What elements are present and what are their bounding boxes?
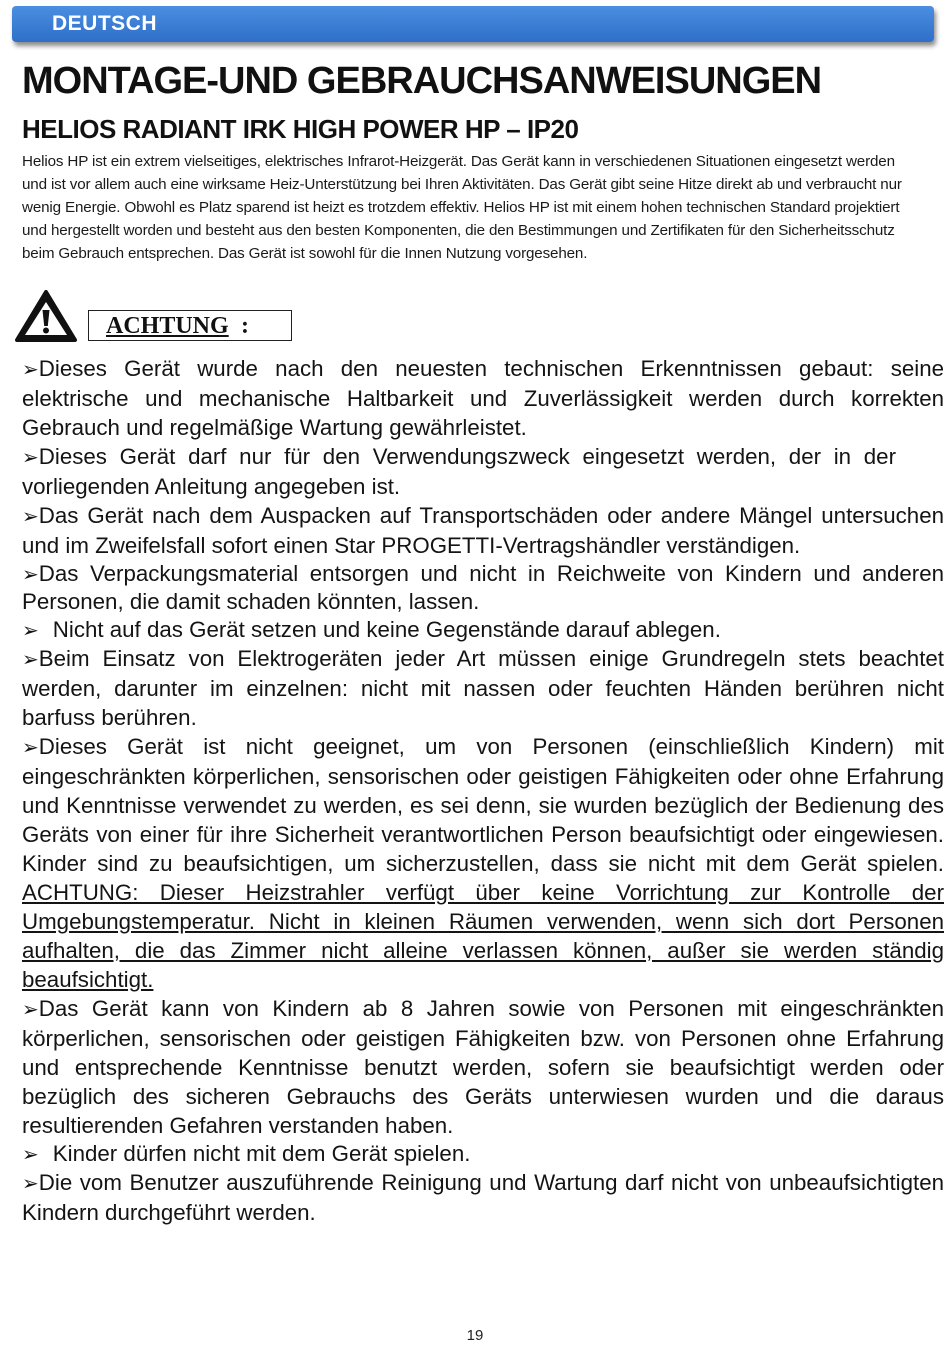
language-label: DEUTSCH [52, 12, 158, 35]
bullet-item: ➢Dieses Gerät darf nur für den Verwendungszweck eingesetzt werden, der in dervorliegenden Anleitung angegeben ist. [22, 444, 896, 499]
document-title: MONTAGE-UND GEBRAUCHSANWEISUNGEN [22, 60, 822, 102]
bullet-item: ➢Dieses Gerät ist nicht geeignet, um von Personen (einschließlich Kindern) mit eingeschränkten körperlichen, sensorischen oder geistigen Fähigkeiten oder ohne Erfahrung und Kenntnisse verwendet zu werden, es sei denn, sie wurden bezüglich der Bedienung des Geräts von einer für ihre Sicherheit verantwortlichen Person beaufsichtigt oder eingewiesen. Kinder sind zu beaufsichtigen, um sicherzustellen, dass sie nicht mit dem Gerät spielen. ACHTUNG: Dieser Heizstrahler verfügt über keine Vorrichtung zur Kontrolle der Umgebungstemperatur. Nicht in kleinen Räumen verwenden, wenn sich dort Personen aufhalten, die das Zimmer nicht alleine verlassen können, außer sie werden ständig beaufsichtigt. [22, 734, 944, 992]
bullet-item: ➢Das Gerät kann von Kindern ab 8 Jahren sowie von Personen mit eingeschränkten körperlichen, sensorischen oder geistigen Fähigkeiten bzw. von Personen ohne Erfahrung und entsprechende Kenntnisse benutzt werden, sofern sie beaufsichtigt werden oder bezüglich des sicheren Gebrauchs des Geräts unterwiesen wurden und die daraus resultierenden Gefahren verstanden haben. [22, 996, 944, 1138]
document-subtitle: HELIOS RADIANT IRK HIGH POWER HP – IP20 [22, 114, 579, 144]
arrow-bullet-icon: ➢ [22, 1142, 39, 1166]
achtung-label: ACHTUNG [106, 313, 229, 339]
arrow-bullet-icon: ➢ [22, 445, 39, 469]
language-header-bar [12, 6, 934, 42]
bullet-item: ➢Dieses Gerät wurde nach den neuesten technischen Erkenntnissen gebaut: seine elektrische und mechanische Haltbarkeit und Zuverlässigkeit werden durch korrekten Gebrauch und regelmäßige Wartung gewährleistet. [22, 356, 944, 440]
temperature-warning-underlined: ACHTUNG: Dieser Heizstrahler verfügt über keine Vorrichtung zur Kontrolle der Umgebungstemperatur. Nicht in kleinen Räumen verwenden, wenn sich dort Personen aufhalten, die das Zimmer nicht alleine verlassen können, außer sie werden ständig beaufsichtigt. [22, 880, 944, 992]
achtung-colon: : [241, 313, 249, 339]
arrow-bullet-icon: ➢ [22, 618, 39, 642]
bullet-item: ➢Das Gerät nach dem Auspacken auf Transportschäden oder andere Mängel untersuchen und im Zweifelsfall sofort einen Star PROGETTI-Vertragshändler verständigen. [22, 503, 944, 558]
bullet-item: ➢Die vom Benutzer auszuführende Reinigung und Wartung darf nicht von unbeaufsichtigten Kindern durchgeführt werden. [22, 1170, 944, 1225]
arrow-bullet-icon: ➢ [22, 357, 39, 381]
arrow-bullet-icon: ➢ [22, 504, 39, 528]
bullet-item: ➢ Nicht auf das Gerät setzen und keine Gegenstände darauf ablegen. [22, 617, 721, 642]
bullet-item: ➢Beim Einsatz von Elektrogeräten jeder Art müssen einige Grundregeln stets beachtet werden, darunter im einzelnen: nicht mit nassen oder feuchten Händen berühren nicht barfuss berühren. [22, 646, 944, 730]
warning-triangle-icon [14, 289, 78, 343]
page-number: 19 [466, 1327, 484, 1344]
bullet-item: ➢ Kinder dürfen nicht mit dem Gerät spielen. [22, 1141, 471, 1166]
intro-paragraph: Helios HP ist ein extrem vielseitiges, elektrisches Infrarot-Heizgerät. Das Gerät kann in verschiedenen Situationen eingesetzt werden und ist vor allem auch eine wirksame Heiz-Unterstützung bei Ihren Aktivitäten. Das Gerät gibt seine Hitze direkt ab und verbraucht nur wenig Energie. Obwohl es Platz sparend ist heizt es trotzdem effektiv. Helios HP ist mit einem hohen technischen Standard projektiert und hergestellt worden und besteht aus den besten Komponenten, die den Bestimmungen und Zertifikaten für den Sicherheitsschutz beim Gebrauch entsprechen. Das Gerät ist sowohl für die Innen Nutzung vorgesehen. [22, 153, 902, 262]
bullet-item: ➢Das Verpackungsmaterial entsorgen und nicht in Reichweite von Kindern und anderen Personen, die damit schaden könnten, lassen. [22, 561, 944, 614]
safety-bullet-list [22, 354, 944, 1227]
arrow-bullet-icon: ➢ [22, 562, 39, 586]
arrow-bullet-icon: ➢ [22, 647, 39, 671]
arrow-bullet-icon: ➢ [22, 1171, 39, 1195]
arrow-bullet-icon: ➢ [22, 735, 39, 759]
arrow-bullet-icon: ➢ [22, 997, 39, 1021]
achtung-label-box [88, 310, 292, 341]
